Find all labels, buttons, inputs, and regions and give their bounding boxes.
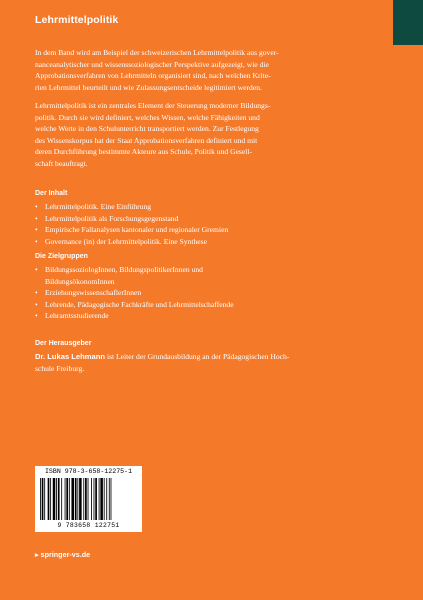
publisher-site[interactable] [35,550,90,559]
herausgeber-heading: Der Herausgeber [35,340,92,347]
list-item: • Lehrmittelpolitik als Forschungsgegenstand [35,213,228,225]
zielgruppen-heading: Die Zielgruppen [35,253,88,260]
barcode-bar [40,478,41,520]
herausgeber-line: schule Freiburg. [35,363,85,373]
herausgeber-rest: ist Leiter der Grundausbildung an der Pädagogischen Hoch- [105,352,290,361]
barcode-bar [48,478,50,520]
barcode-bar [99,478,100,520]
barcode-bar [104,478,105,520]
barcode-bar [71,478,74,520]
para2-line: des Wissenskorpus hat der Staat Approbationsverfahren definiert und mit [35,135,258,145]
barcode-bar [53,478,56,520]
barcode-bar [79,478,82,520]
para2-line: Lehrmittelpolitik ist ein zentrales Element der Steuerung moderner Bildungs- [35,101,271,110]
publisher-site-label: springer-vs.de [40,550,91,559]
list-item: • ErziehungswissenschaflerInnen [35,287,234,299]
list-item: • Lehrmittelpolitik. Eine Einführung [35,201,228,213]
barcode-bar [65,478,66,520]
book-title: Lehrmittelpolitik [35,14,119,26]
list-item-line: BildungsökonomInnen [45,276,115,286]
barcode-bar [77,478,78,520]
intro-paragraph [35,47,388,93]
herausgeber-line [35,351,388,363]
zielgruppen-list [35,264,234,322]
para2-line: deren Durchführung bestimmte Akteure aus Schule, Politik und Gesell- [35,147,253,156]
barcode-bar [69,478,70,520]
barcode-bar [85,478,87,520]
barcode-bar [88,478,89,520]
para2-line: schaft beauftragt. [35,158,88,168]
barcode-bar [50,478,51,520]
second-paragraph [35,100,388,169]
list-item: • Lehramtsstudierende [35,310,234,322]
isbn-barcode [35,466,142,532]
intro-line: In dem Band wird am Beispiel der schweizerischen Lehrmittelpolitik aus gover- [35,48,279,57]
list-item: • Lehrende, Pädagogische Fachkräfte und Lehrmittelschaffende [35,299,234,311]
barcode-bars [40,478,137,520]
barcode-number: 9 783658 122751 [57,522,120,529]
barcode-bar [94,478,95,520]
para2-line: welche Werte in den Schulunterricht transportiert werden. Zur Festlegung [35,124,259,133]
list-item [35,264,234,287]
herausgeber-text [35,351,388,374]
isbn-text: ISBN 978-3-658-12275-1 [44,468,133,475]
inhalt-heading: Der Inhalt [35,190,68,197]
barcode-bar [106,478,107,520]
editor-name: Dr. Lukas Lehmann [35,352,106,361]
barcode-bar [75,478,77,520]
barcode-bar [44,478,45,520]
intro-line: rien Lehrmittel beurteilt und wie Zulassungsentscheide legitimiert werden. [35,82,262,92]
barcode-bar [66,478,68,520]
barcode-bar [83,478,84,520]
barcode-bar [95,478,97,520]
inhalt-list [35,201,228,247]
barcode-bar [56,478,57,520]
para2-line: politik. Durch sie wird definiert, welches Wissen, welche Fähigkeiten und [35,112,260,122]
list-item: • Governance (in) der Lehrmittelpolitik. Eine Synthese [35,236,228,248]
list-item-line: BildungssoziologInnen, BildungspolitikerInnen und [45,265,203,274]
barcode-bar [58,478,60,520]
list-item: • Empirische Fallanalysen kantonaler und regionaler Gremien [35,224,228,236]
barcode-bar [91,478,92,520]
barcode-bar [42,478,44,520]
barcode-bar [100,478,103,520]
barcode-bar [109,478,110,520]
corner-stripe [393,0,423,45]
arrow-icon: ▸ [35,550,39,559]
intro-line: Approbationsverfahren von Lehrmitteln organisiert sind, nach welchen Krite- [35,71,271,80]
intro-line: nanceanalytischer und wissenssoziologischer Perspektive aufgezeigt, wie die [35,59,269,69]
barcode-bar [111,478,112,520]
barcode-bar [61,478,62,520]
